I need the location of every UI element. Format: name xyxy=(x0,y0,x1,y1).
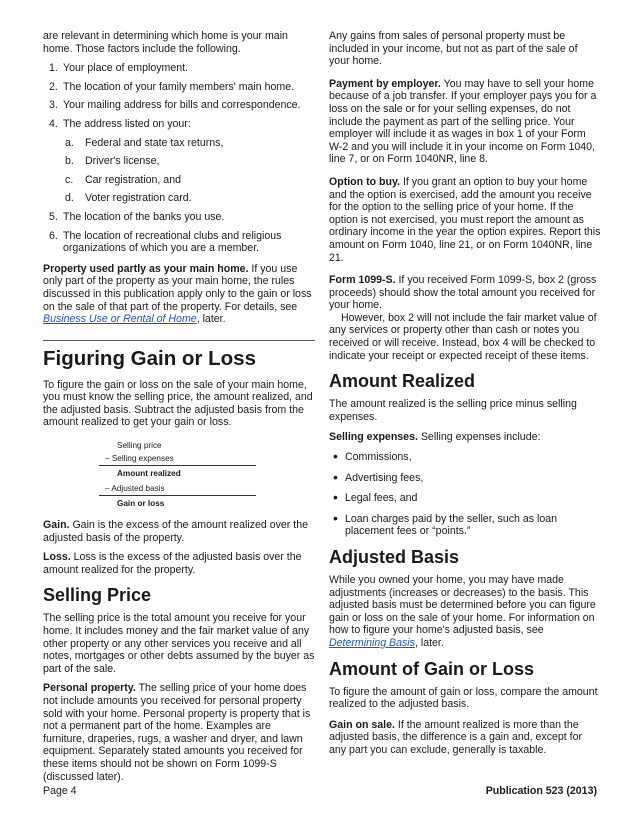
list-number: 6. xyxy=(49,229,58,242)
page-number: Page 4 xyxy=(43,785,77,797)
sublist-item-text: Federal and state tax returns, xyxy=(85,136,224,149)
business-use-link[interactable]: Business Use or Rental of Home xyxy=(43,313,197,326)
paragraph-text: Loss is the excess of the adjusted basis over the amount realized for the property. xyxy=(43,551,302,576)
sublist-letter: a. xyxy=(65,136,74,149)
section-heading-adjusted-basis: Adjusted Basis xyxy=(329,547,460,567)
sublist-item xyxy=(63,192,315,205)
list-number: 2. xyxy=(49,80,58,93)
right-column xyxy=(329,30,601,764)
list-item-text: Your mailing address for bills and correspondence. xyxy=(63,99,301,112)
personal-property-paragraph xyxy=(43,682,315,783)
section-heading-figuring: Figuring Gain or Loss xyxy=(43,346,256,370)
sublist-item-text: Driver's license, xyxy=(85,155,160,168)
gain-loss-calculation xyxy=(99,439,256,511)
employer-paragraph xyxy=(329,78,601,166)
sublist-item-text: Car registration, and xyxy=(85,173,181,186)
run-in-heading: Selling expenses. xyxy=(329,431,418,444)
selling-price-paragraph: The selling price is the total amount you receive for your home. It includes money and the fair market value of any other property or any other services you receive and all notes, mortgages or other debts assumed by the buyer as part of the sale. xyxy=(43,612,315,675)
sublist-letter: d. xyxy=(65,192,74,205)
calc-selling-price: Selling price xyxy=(117,441,162,451)
calc-adjusted-basis: – Adjusted basis xyxy=(105,483,165,493)
list-item: • Commissions, xyxy=(329,451,601,464)
paragraph-text: , later. xyxy=(196,313,226,326)
calc-gain-or-loss: Gain or loss xyxy=(117,498,165,508)
calc-selling-expenses: – Selling expenses xyxy=(105,454,174,464)
figuring-paragraph: To figure the gain or loss on the sale of your main home, you must know the selling price, the amount realized, and the adjusted basis. Subtract the adjusted basis from the amount realized to get your gain or loss. xyxy=(43,378,313,429)
paragraph-text: The selling price of your home does not include amounts you received for personal property sold with your home. Personal property is property that is not a permanent part of the home. Examples are furniture, draperies, rugs, a washer and dryer, and lawn equipment. Separately stated amounts you received for these items should not be shown on Form 1099-S (discussed later). xyxy=(43,682,311,783)
list-number: 1. xyxy=(49,62,58,75)
amount-realized-paragraph: The amount realized is the selling price minus selling expenses. xyxy=(329,398,577,423)
run-in-heading: Gain on sale. xyxy=(329,718,395,731)
section-heading-selling-price: Selling Price xyxy=(43,585,152,606)
sublist-item xyxy=(63,137,315,150)
list-number: 5. xyxy=(49,210,58,223)
list-item-text: Your place of employment. xyxy=(63,62,189,75)
list-item-text: The address listed on your: xyxy=(63,117,191,130)
sublist-item xyxy=(63,174,315,187)
property-partly-paragraph xyxy=(43,263,315,326)
gain-on-sale-paragraph xyxy=(329,719,601,757)
run-in-heading: Loss. xyxy=(43,551,71,564)
paragraph-text: If the amount realized is more than the adjusted basis, the difference is a gain and, except for any part you can exclude, generally is taxable. xyxy=(329,718,583,756)
paragraph-text: If you received Form 1099-S, box 2 (gross proceeds) should show the total amount you received for your home. xyxy=(329,274,597,312)
list-item xyxy=(43,81,315,94)
list-item xyxy=(43,99,315,112)
form-1099s-paragraph xyxy=(329,274,601,312)
section-heading-amount-realized: Amount Realized xyxy=(329,371,476,392)
determining-basis-link[interactable]: Determining Basis xyxy=(329,636,415,649)
paragraph-text: Selling expenses include: xyxy=(417,431,541,444)
list-item: • Loan charges paid by the seller, such as loan placement fees or “points.” xyxy=(329,513,601,538)
paragraph-text: You may have to sell your home because of a job transfer. If your employer pays you for a loss on the sale or for your selling expenses, do not include the payment as part of the selling price. Your employer will include it as wages in box 1 of your Form W-2 and you will include it in your income on Form 1040, line 7, or on Form 1040NR, line 8. xyxy=(329,77,597,166)
section-heading-amount-gain-loss: Amount of Gain or Loss xyxy=(329,658,534,679)
sublist-item-text: Voter registration card. xyxy=(85,192,192,205)
paragraph-text: , later. xyxy=(414,636,444,649)
selling-expenses-list xyxy=(329,451,601,538)
list-number: 3. xyxy=(49,99,58,112)
sublist-item xyxy=(63,155,315,168)
list-item: • Advertising fees, xyxy=(329,472,601,485)
list-item xyxy=(43,118,315,205)
list-item-text: The location of the banks you use. xyxy=(63,210,225,223)
section-divider xyxy=(43,340,315,341)
list-item xyxy=(43,230,315,255)
gain-paragraph xyxy=(43,519,315,544)
paragraph-text: If you grant an option to buy your home and the option is exercised, add the amount you receive for the option to the selling price of your home. If the option is not exercised, you must report the amount as ordinary income in the year the option expires. Report this amount on Form 1040, line 21, or on Form 1040NR, line 21. xyxy=(329,175,601,264)
factors-list xyxy=(43,62,315,255)
intro-paragraph: are relevant in determining which home is your main home. Those factors include the following. xyxy=(43,30,288,55)
run-in-heading: Option to buy. xyxy=(329,175,401,188)
publication-title: Publication 523 (2013) xyxy=(485,785,597,797)
adjusted-basis-paragraph xyxy=(329,574,601,650)
paragraph-text: Gain is the excess of the amount realized over the adjusted basis of the property. xyxy=(43,519,308,544)
list-number: 4. xyxy=(49,117,58,130)
run-in-heading: Payment by employer. xyxy=(329,77,441,90)
run-in-heading: Form 1099-S. xyxy=(329,274,396,287)
paragraph-text: If you use only part of the property as your main home, the rules discussed in this publication apply only to the gain or loss on the sale of that part of the property. For details, see xyxy=(43,262,312,313)
address-sublist xyxy=(63,137,315,205)
list-item: • Legal fees, and xyxy=(329,492,601,505)
calc-amount-realized: Amount realized xyxy=(117,469,181,479)
run-in-heading: Personal property. xyxy=(43,682,136,695)
personal-gains-paragraph: Any gains from sales of personal property must be included in your income, but not as part of the sale of your home. xyxy=(329,30,578,68)
list-item xyxy=(43,62,315,75)
option-paragraph xyxy=(329,176,601,264)
selling-expenses-paragraph xyxy=(329,431,601,444)
list-item xyxy=(43,211,315,224)
run-in-heading: Property used partly as your main home. xyxy=(43,262,249,275)
loss-paragraph xyxy=(43,551,315,576)
paragraph-text: While you owned your home, you may have made adjustments (increases or decreases) to the basis. This adjusted basis must be determined before you can figure gain or loss on the sale of your home. For information on how to figure your home's adjusted basis, see xyxy=(329,574,596,637)
list-item-text: The location of recreational clubs and religious organizations of which you are a member. xyxy=(63,229,282,255)
list-item-text: The location of your family members' main home. xyxy=(63,80,295,93)
form-1099s-continued: However, box 2 will not include the fair market value of any services or property other than cash or notes you received or will receive. Instead, box 4 will be checked to indicate your receipt or expected receipt of these items. xyxy=(329,311,597,362)
left-column xyxy=(43,30,315,790)
sublist-letter: b. xyxy=(65,155,74,168)
amount-gain-loss-paragraph: To figure the amount of gain or loss, compare the amount realized to the adjusted basis. xyxy=(329,685,598,711)
run-in-heading: Gain. xyxy=(43,519,70,532)
sublist-letter: c. xyxy=(65,173,74,186)
